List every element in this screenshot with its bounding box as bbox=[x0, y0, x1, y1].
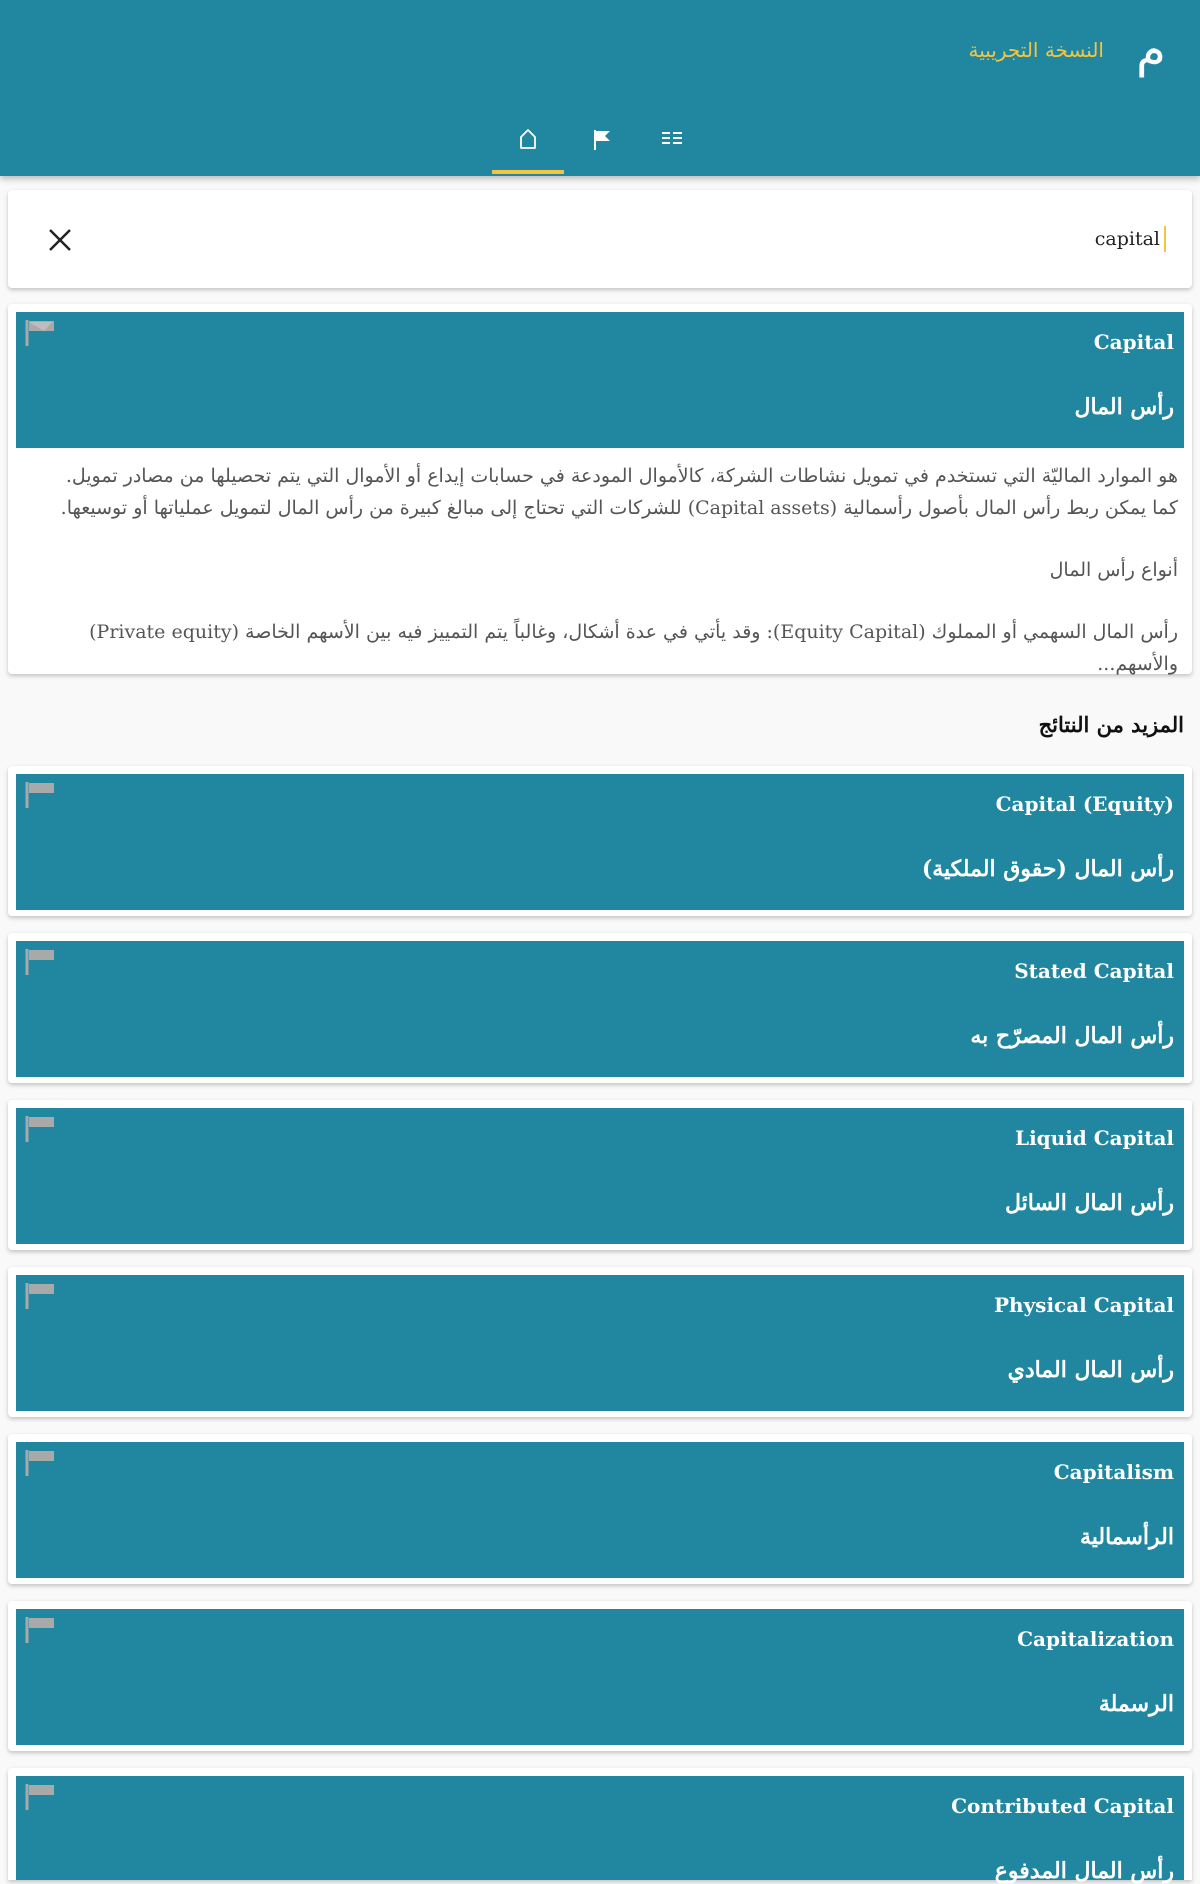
main-result-card[interactable] bbox=[8, 304, 1192, 674]
result-card[interactable] bbox=[8, 933, 1192, 1083]
description-paragraph: رأس المال السهمي أو المملوك (Equity Capital): وقد يأتي في عدة أشكال، وغالباً يتم التمييز فيه بين الأسهم الخاصة (Private equity) والأسهم... bbox=[89, 621, 1178, 675]
term-header[interactable] bbox=[16, 1442, 1184, 1578]
clear-search-button[interactable] bbox=[40, 220, 80, 260]
result-card[interactable] bbox=[8, 1601, 1192, 1751]
term-description bbox=[52, 460, 1178, 710]
term-english: Capital bbox=[1093, 330, 1174, 354]
app-title: النسخة التجريبية bbox=[968, 38, 1104, 62]
result-card[interactable] bbox=[8, 1100, 1192, 1250]
tab-flags[interactable] bbox=[566, 108, 638, 174]
flag-icon[interactable] bbox=[24, 780, 58, 810]
flag-icon bbox=[591, 128, 613, 152]
description-paragraph: هو الموارد الماليّة التي تستخدم في تمويل نشاطات الشركة، كالأموال المودعة في حسابات إيداع أو الأموال التي يتم تحصيلها من مصادر تمويل. كما يمكن ربط رأس المال بأصول رأسمالية (Capital assets) للشركات التي تحتاج إلى مبالغ كبيرة من رأس المال لتمويل عملياتها أو توسيعها. bbox=[60, 465, 1178, 519]
more-results-title: المزيد من النتائج bbox=[1038, 712, 1184, 737]
term-header[interactable] bbox=[16, 774, 1184, 910]
list-icon bbox=[660, 128, 684, 148]
term-arabic: الرأسمالية bbox=[1079, 1524, 1174, 1550]
term-english: Stated Capital bbox=[1014, 959, 1174, 983]
term-header[interactable] bbox=[16, 1776, 1184, 1884]
app-bar bbox=[0, 0, 1200, 176]
result-card[interactable] bbox=[8, 1768, 1192, 1884]
result-card[interactable] bbox=[8, 766, 1192, 916]
term-header[interactable] bbox=[16, 1108, 1184, 1244]
search-card bbox=[8, 190, 1192, 288]
tab-home[interactable] bbox=[492, 108, 564, 174]
app-logo: م bbox=[1136, 22, 1166, 78]
flag-icon[interactable] bbox=[24, 947, 58, 977]
term-english: Physical Capital bbox=[993, 1293, 1174, 1317]
flag-icon[interactable] bbox=[24, 1281, 58, 1311]
tab-list[interactable] bbox=[636, 108, 708, 174]
result-card[interactable] bbox=[8, 1267, 1192, 1417]
term-arabic: رأس المال المصرّح به bbox=[970, 1023, 1174, 1049]
term-english: Capital (Equity) bbox=[995, 792, 1174, 816]
term-header[interactable] bbox=[16, 1275, 1184, 1411]
flag-icon[interactable] bbox=[24, 1782, 58, 1812]
term-arabic: رأس المال المادي bbox=[1007, 1357, 1174, 1383]
flag-icon[interactable] bbox=[24, 1448, 58, 1478]
flag-icon[interactable] bbox=[24, 1615, 58, 1645]
term-header[interactable] bbox=[16, 312, 1184, 448]
term-arabic: الرسملة bbox=[1098, 1691, 1174, 1717]
home-icon bbox=[518, 128, 538, 150]
term-arabic: رأس المال (حقوق الملكية) bbox=[921, 856, 1174, 882]
term-english: Capitalization bbox=[1017, 1627, 1174, 1651]
term-arabic: رأس المال السائل bbox=[1004, 1190, 1174, 1216]
description-subheading: أنواع رأس المال bbox=[1049, 559, 1178, 581]
term-header[interactable] bbox=[16, 941, 1184, 1077]
flag-icon[interactable] bbox=[24, 318, 58, 348]
term-english: Liquid Capital bbox=[1015, 1126, 1174, 1150]
search-input[interactable]: capital bbox=[1095, 226, 1166, 252]
result-card[interactable] bbox=[8, 1434, 1192, 1584]
term-arabic: رأس المال bbox=[1074, 394, 1174, 420]
term-english: Capitalism bbox=[1053, 1460, 1174, 1484]
term-arabic: رأس المال المدفوع bbox=[994, 1858, 1174, 1884]
term-english: Contributed Capital bbox=[951, 1794, 1174, 1818]
term-header[interactable] bbox=[16, 1609, 1184, 1745]
flag-icon[interactable] bbox=[24, 1114, 58, 1144]
close-icon bbox=[47, 227, 73, 253]
